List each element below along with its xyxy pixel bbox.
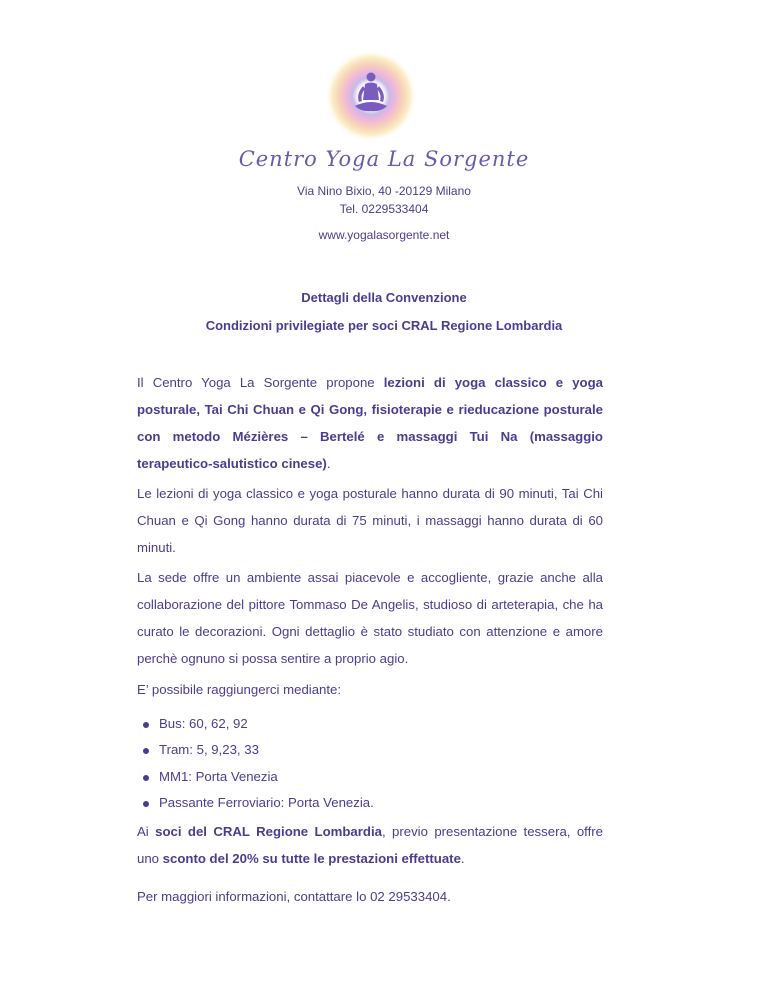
paragraph-contact: Per maggiori informazioni, contattare lo 02 29533404. (137, 889, 451, 904)
paragraph-intro: Il Centro Yoga La Sorgente propone lezioni di yoga classico e yoga posturale, Tai Chi Chuan e Qi Gong, fisioterapie e rieducazione posturale con metodo Mézières – Bertelé e massaggi Tui Na (massaggio terapeutico-salutistico cinese). (137, 375, 603, 471)
section-heading: Dettagli della Convenzione (301, 290, 467, 305)
center-title: Centro Yoga La Sorgente (238, 147, 530, 171)
section-subheading: Condizioni privilegiate per soci CRAL Regione Lombardia (205, 318, 563, 333)
meditating-figure-logo (325, 50, 417, 142)
transport-list (137, 711, 374, 816)
address: Via Nino Bixio, 40 -20129 Milano (297, 184, 471, 198)
phone: Tel. 0229533404 (339, 202, 429, 216)
paragraph-durations: Le lezioni di yoga classico e yoga posturale hanno durata di 90 minuti, Tai Chi Chuan e Qi Gong hanno durata di 75 minuti, i massaggi hanno durata di 60 minuti. (137, 486, 603, 555)
paragraph-location: La sede offre un ambiente assai piacevole e accogliente, grazie anche alla collaborazione del pittore Tommaso De Angelis, studioso di arteterapia, che ha curato le decorazioni. Ogni dettaglio è stato studiato con attenzione e amore perchè ognuno si possa sentire a proprio agio. (137, 570, 603, 666)
paragraph-discount: Ai soci del CRAL Regione Lombardia, previo presentazione tessera, offre uno sconto del 20% su tutte le prestazioni effettuate. (137, 824, 603, 866)
website-link[interactable]: www.yogalasorgente.net (318, 228, 450, 242)
list-item: Tram: 5, 9,23, 33 (137, 737, 374, 763)
list-item: Bus: 60, 62, 92 (137, 711, 374, 737)
list-item: Passante Ferroviario: Porta Venezia. (137, 790, 374, 816)
list-item: MM1: Porta Venezia (137, 764, 374, 790)
paragraph-transport: E’ possibile raggiungerci mediante: (137, 682, 342, 697)
